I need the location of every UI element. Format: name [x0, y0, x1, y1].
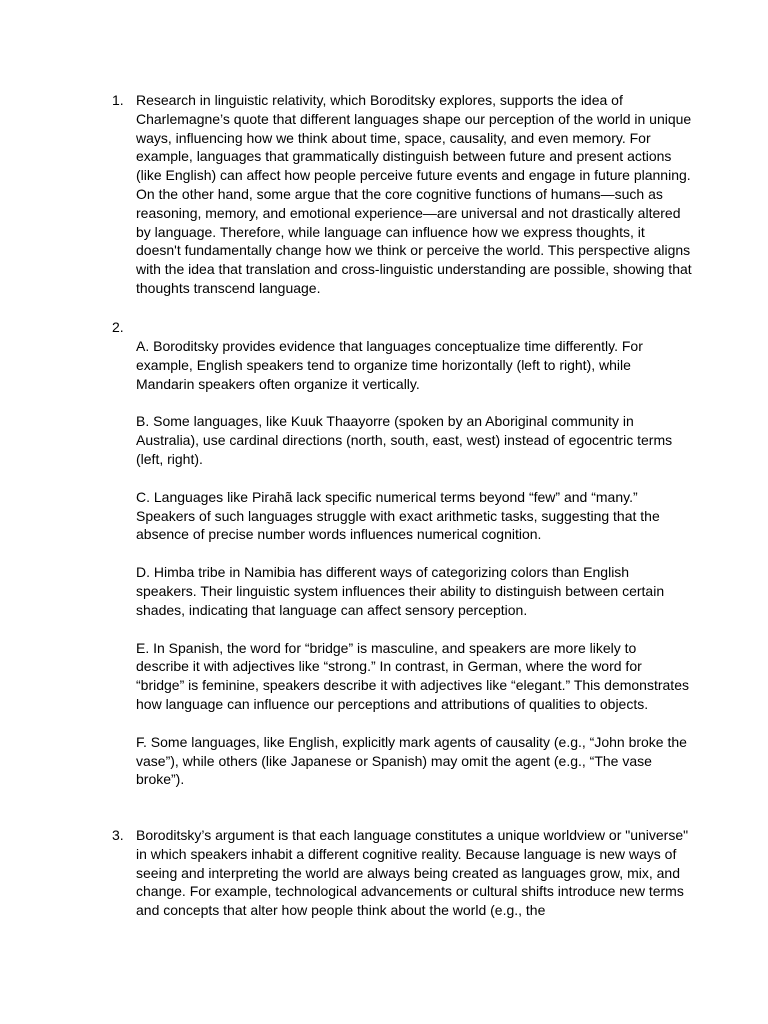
list-number: 2. — [112, 319, 124, 335]
subitem-c: C. Languages like Pirahã lack specific numerical terms beyond “few” and “many.” Speakers of such languages struggle with exact arithmetic tasks, suggesting that the absence of precise number words influences numerical cognition. — [136, 488, 660, 543]
list-number: 1. — [112, 92, 124, 108]
list-number: 3. — [112, 827, 124, 843]
subitem-e: E. In Spanish, the word for “bridge” is masculine, and speakers are more likely to describe it with adjectives like “strong.” In contrast, in German, where the word for “bridge” is feminine, speakers describe it with adjectives like “elegant.” This demonstrates how language can influence our perceptions and attributions of qualities to objects. — [136, 639, 689, 712]
answer-paragraph: Boroditsky’s argument is that each language constitutes a unique worldview or "universe" in which speakers inhabit a different cognitive reality. Because language is new ways of seeing and interpreting the world are always being created as languages grow, mix, and change. For example, technological advancements or cultural shifts introduce new terms and concepts that alter how people think about the world (e.g., the — [136, 827, 689, 919]
list-item-3 — [112, 826, 692, 920]
answer-paragraph: Research in linguistic relativity, which Boroditsky explores, supports the idea of Charlemagne’s quote that different languages shape our perception of the world in unique ways, influencing how we think about time, space, causality, and even memory. For example, languages that grammatically distinguish between future and present actions (like English) can affect how people perceive future events and engage in future planning. On the other hand, some argue that the core cognitive functions of humans—such as reasoning, memory, and emotional experience—are universal and not drastically altered by language. Therefore, while language can influence how we express thoughts, it doesn't fundamentally change how we think or perceive the world. This perspective aligns with the idea that translation and cross-linguistic understanding are possible, showing that thoughts transcend language. — [136, 92, 692, 296]
list-item-2 — [112, 318, 692, 808]
subitem-b: B. Some languages, like Kuuk Thaayorre (spoken by an Aboriginal community in Australia), use cardinal directions (north, south, east, west) instead of egocentric terms (left, right). — [136, 413, 673, 467]
subitem-f: F. Some languages, like English, explicitly mark agents of causality (e.g., “John broke the vase”), while others (like Japanese or Spanish) may omit the agent (e.g., “The vase broke”). — [136, 733, 687, 788]
list-item-1 — [112, 91, 692, 298]
subitem-a: A. Boroditsky provides evidence that languages conceptualize time differently. For example, English speakers tend to organize time horizontally (left to right), while Mandarin speakers often organize it vertically. — [136, 338, 643, 392]
subitem-d: D. Himba tribe in Namibia has different ways of categorizing colors than English speakers. Their linguistic system influences their ability to distinguish between certain shades, indicating that language can affect sensory perception. — [136, 564, 665, 618]
